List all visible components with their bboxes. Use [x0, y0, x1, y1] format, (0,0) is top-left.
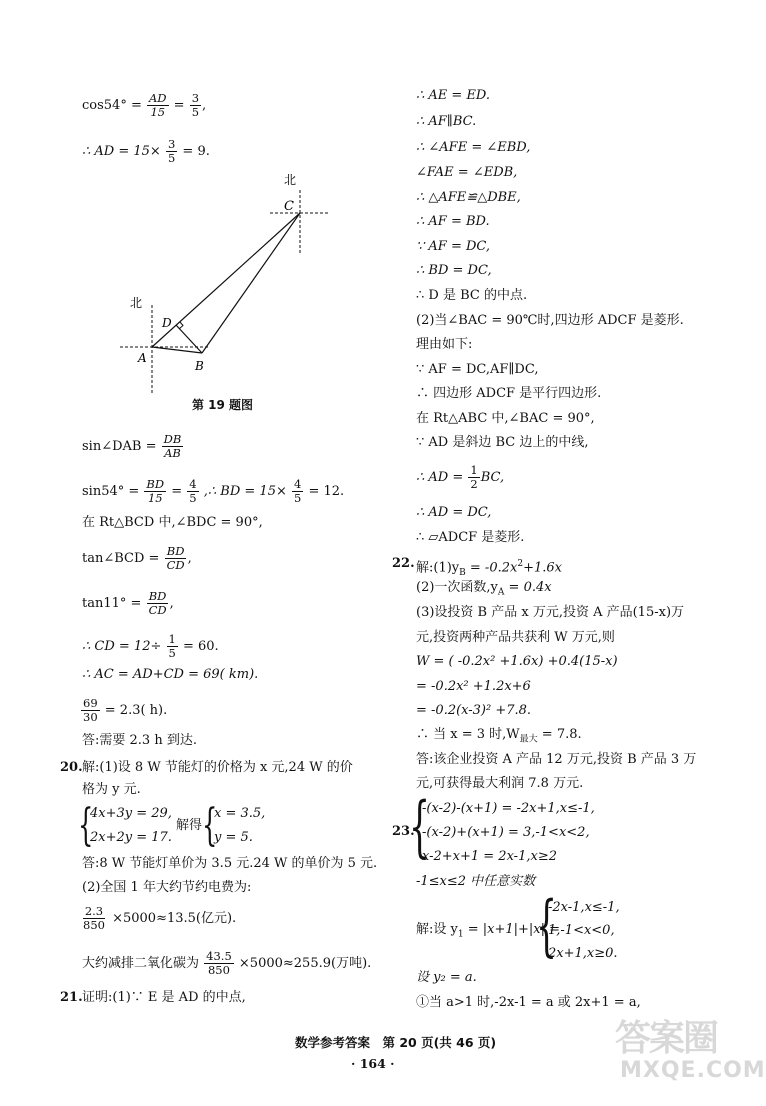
r-congruent: ∴ △AFE≌△DBE, — [416, 190, 521, 205]
r-ad-half-bc: ∴ AD = $\frac{1}{2}$ BC, — [416, 463, 505, 491]
line-ac — [152, 213, 300, 347]
q22-max: ∴ 当 x = 3 时$,W_{最大} = 7.8$. — [416, 727, 582, 745]
r-midpoint: ∴ D 是 BC 的中点. — [416, 288, 528, 303]
q20-eq2: 2x+2y = 17. — [90, 830, 172, 845]
q23-piece3: 2x+1,x≥0. — [548, 946, 618, 961]
q20-solve-label: 解得 — [176, 818, 203, 833]
line-cb — [202, 213, 300, 353]
line-ab — [152, 347, 202, 353]
label-north-bottom: 北 — [130, 296, 143, 310]
r-parallelogram: ∴ 四边形 ADCF 是平行四边形. — [416, 386, 602, 401]
r-af-bc: ∴ AF∥BC. — [416, 114, 477, 129]
q23-y2-def: 设 y₂ = a. — [416, 970, 477, 985]
r-median: ∵ AD 是斜边 BC 边上的中线, — [416, 435, 589, 450]
figure-19-diagram — [110, 170, 340, 400]
r-afe-ebd: ∴ ∠AFE = ∠EBD, — [416, 140, 531, 155]
q23-piece2: 1,-1<x<0, — [548, 923, 615, 938]
watermark-logo: 答案圈 — [615, 1018, 718, 1059]
r-af-bd: ∴ AF = BD. — [416, 214, 490, 229]
r-ad-dc: ∴ AD = DC, — [416, 505, 492, 520]
eq-ad: ∴ AD = 15× $\frac{3}{5}$ = 9. — [82, 137, 210, 165]
q20-system-brace: { — [78, 800, 94, 851]
q23-range: -1≤x≤2 中任意实数 — [416, 874, 536, 889]
r-bd-dc: ∴ BD = DC, — [416, 263, 492, 278]
q22-part3-line2: 元,投资两种产品共获利 W 万元,则 — [416, 630, 615, 645]
q23-y1-def: 解:设 $y_1 = |x+1|+|x|$ = — [416, 922, 561, 940]
q23-case-a-gt-1: ①当 a>1 时,-2x-1 = a 或 2x+1 = a, — [416, 995, 641, 1010]
answer-19: 答:需要 2.3 h 到达. — [82, 733, 197, 748]
q23-case3: x-2+x+1 = 2x-1,x≥2 — [422, 849, 557, 864]
eq-cd: ∴ CD = 12÷ $\frac{1}{5}$ = 60. — [82, 632, 219, 660]
q22-part1: 解$:(1)y_B = -0.2x^2+1.6x$ — [416, 559, 562, 578]
q22-part2: (2)一次函数$,y_A = 0.4x$ — [416, 580, 552, 598]
right-angle-mark — [179, 322, 183, 329]
question-number-20: 20. — [60, 760, 83, 775]
r-part2: (2)当∠BAC = 90℃时,四边形 ADCF 是菱形. — [416, 313, 684, 328]
q22-answer-2: 元,可获得最大利润 7.8 万元. — [416, 776, 584, 791]
q20-part2: (2)全国 1 年大约节约电费为: — [82, 880, 252, 895]
q23-case1: -(x-2)-(x+1) = -2x+1,x≤-1, — [422, 801, 595, 816]
r-af-dc-parallel: ∵ AF = DC,AF∥DC, — [416, 362, 539, 377]
label-a: A — [138, 351, 147, 365]
label-b: B — [195, 359, 204, 373]
label-north-top: 北 — [284, 173, 297, 187]
line-bd — [176, 325, 202, 353]
question-number-23: 23. — [392, 824, 415, 839]
q20-savings: $\frac{2.3}{850}$ ×5000≈13.5(亿元). — [83, 904, 237, 932]
eq-tan-bcd: tan∠BCD = $\frac{BD}{CD}$ , — [82, 544, 192, 572]
q20-answer-1: 答:8 W 节能灯单价为 3.5 元.24 W 的单价为 5 元. — [82, 856, 378, 871]
q22-w-expr: W = ( -0.2x² +1.6x) +0.4(15-x) — [416, 654, 618, 669]
label-c: C — [284, 199, 294, 214]
q20-sol-y: y = 5. — [214, 830, 253, 845]
figure-caption: 第 19 题图 — [192, 398, 254, 412]
footer-title: 数学参考答案 第 20 页(共 46 页) — [295, 1035, 497, 1050]
q22-answer-1: 答:该企业投资 A 产品 12 万元,投资 B 产品 3 万 — [416, 752, 697, 767]
q20-co2: 大约减排二氧化碳为 $\frac{43.5}{850}$ ×5000≈255.9(万吨). — [82, 949, 372, 977]
q22-w-simplified: = -0.2x² +1.2x+6 — [416, 679, 531, 694]
question-number-22: 22. — [392, 556, 415, 571]
q20-eq1: 4x+3y = 29, — [90, 806, 172, 821]
r-rhombus: ∴ ▱ADCF 是菱形. — [416, 530, 525, 545]
eq-cos54: cos54° = $\frac{AD}{15}$ = $\frac{3}{5}$ , — [82, 91, 207, 119]
label-d: D — [162, 316, 172, 330]
r-rt-abc: 在 Rt△ABC 中,∠BAC = 90°, — [416, 411, 595, 426]
q23-case2: -(x-2)+(x+1) = 3,-1<x<2, — [422, 825, 590, 840]
watermark-url: MXQE.COM — [620, 1058, 766, 1083]
q23-case-brace: { — [409, 788, 430, 865]
q20-line1: 解:(1)设 8 W 节能灯的价格为 x 元,24 W 的价 — [82, 760, 353, 775]
text-rt-bcd: 在 Rt△BCD 中,∠BDC = 90°, — [82, 515, 263, 530]
q22-part3-line1: (3)设投资 B 产品 x 万元,投资 A 产品(15-x)万 — [416, 605, 685, 620]
eq-time: $\frac{69}{30}$ = 2.3( h). — [83, 696, 168, 724]
q22-w-vertex: = -0.2(x-3)² +7.8. — [416, 703, 532, 718]
q23-piece1: -2x-1,x≤-1, — [548, 900, 620, 915]
r-ae-ed: ∴ AE = ED. — [416, 88, 491, 103]
question-number-21: 21. — [60, 990, 83, 1005]
q21-line1: 证明:(1)∵ E 是 AD 的中点, — [82, 990, 246, 1005]
q20-solution-brace: { — [202, 800, 218, 851]
eq-ac: ∴ AC = AD+CD = 69( km). — [82, 667, 259, 682]
page-number: · 164 · — [351, 1056, 395, 1071]
q23-piecewise-brace: { — [536, 887, 557, 964]
eq-sin-dab: sin∠DAB = $\frac{DB}{AB}$ — [82, 432, 182, 460]
r-reason: 理由如下: — [416, 337, 473, 352]
eq-sin54: sin54° = $\frac{BD}{15}$ = $\frac{4}{5}$ ,∴ BD = 15× $\frac{4}{5}$ = 12. — [82, 477, 345, 505]
q20-sol-x: x = 3.5, — [214, 806, 266, 821]
eq-tan11: tan11° = $\frac{BD}{CD}$ , — [82, 589, 174, 617]
r-af-dc: ∵ AF = DC, — [416, 239, 491, 254]
q20-line2: 格为 y 元. — [82, 782, 141, 797]
r-fae-edb: ∠FAE = ∠EDB, — [416, 165, 518, 180]
